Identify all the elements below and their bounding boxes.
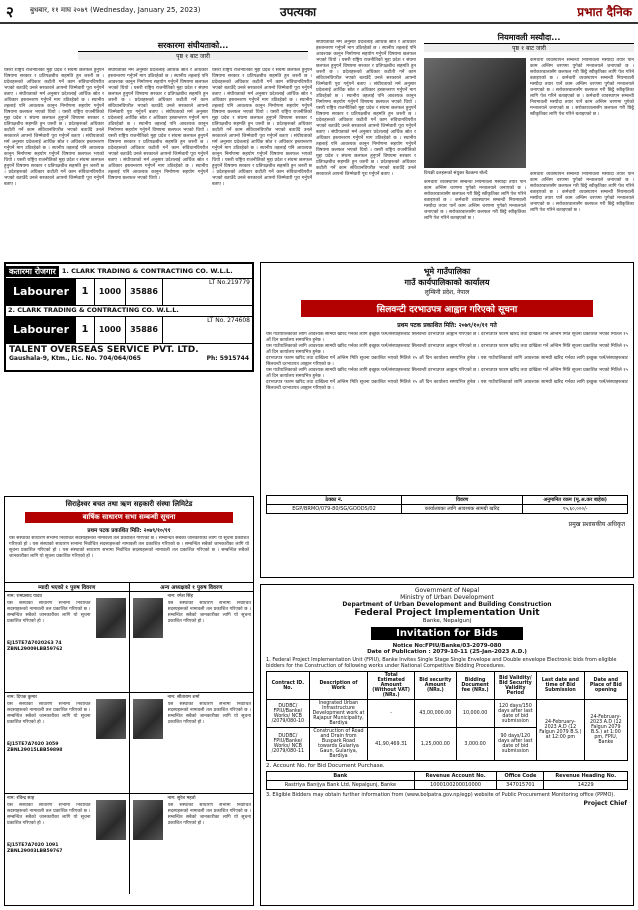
cell-security: 1,25,000.00 <box>415 728 457 761</box>
eligibility-note: 3. Eligible Bidders may obtain further information from (www.bolpatra.gov.np/egp) website of Public Procurement Monitoring office (PPMO). <box>266 792 615 798</box>
cell-bank: Rastriya Banijya Bank Ltd, Nepalgunj, Banke <box>267 781 415 790</box>
company-1: 1. CLARK TRADING & CONTRACTING CO. W.L.L. <box>61 267 233 275</box>
left-column-head: म्यादी भएको १ पुरुष विवरण <box>5 583 130 591</box>
newspaper-logo: प्रभात दैनिक <box>577 5 632 19</box>
quotation-notice <box>260 262 634 578</box>
ministry-name: Ministry of Urban Development <box>400 594 494 601</box>
person-name: नाम: रविन्द्र साह <box>7 796 35 801</box>
ad-title: कतारमा रोजगार <box>6 266 59 277</box>
person-name: नाम: दिपक कुमार <box>7 695 38 700</box>
cell-description: Construction of Road and Drain from Buspark Road towards Gulariya Gaun, Gulariya, Bardiya <box>309 728 367 761</box>
article-text-5: कर्मचारी व्यवस्थापन सम्बन्धी नियमावली मस्यौदा तयार पार्ने काम अन्तिम चरणमा पुगेको मन्त्रालयले जनाएको छ । सरोकारवालासँग छलफल गरी छिट्टै स्वीकृतिका लागि पेश गरिने बताइएको छ । कर्मचारी व्यवस्थापन सम्बन्धी नियमावली मस्यौदा तयार पार्ने काम अन्तिम चरणमा पुगेको मन्त्रालयले जनाएको छ । सरोकारवालासँग छलफल गरी छिट्टै स्वीकृतिका लागि पेश गरिने बताइएको छ । कर्मचारी व्यवस्थापन सम्बन्धी नियमावली मस्यौदा तयार पार्ने काम अन्तिम चरणमा पुगेको मन्त्रालयले जनाएको छ । सरोकारवालासँग छलफल गरी छिट्टै स्वीकृतिका लागि पेश गरिने बताइएको छ । <box>530 58 634 117</box>
job-1-npr: 35886 <box>126 279 163 305</box>
col-header: Last date and time of Bid Submission <box>537 672 585 700</box>
col-header: Bid Validity/ Bid Security Validity Period <box>494 672 536 700</box>
coop-name: सिराहेश्वर बचत तथा ऋण सहकारी संस्था लिमिटेड <box>65 500 193 508</box>
news-photo <box>424 58 526 168</box>
cell-fee: 10,000.00 <box>456 700 494 728</box>
article-header-2 <box>424 32 634 52</box>
person-name: नाम: रामप्रसाद यादव <box>7 594 42 599</box>
lt-number-1: LT No.219779 <box>209 279 250 286</box>
org-name: भूमे गाउँपालिका <box>423 267 471 276</box>
article-text-1: यसरी राष्ट्रिय राजनीतिको मुद्दा प्रदेश र संघमा छलफल हुनुपर्ने विषयमा सरकार र प्रतिपक्षबीच सहमति हुन जरुरी छ । प्रदेशहरूको अधिकार कटौती गर्ने काम संविधानविपरीत भएको बताउँदै उनले सरकारले आफ्नो जिम्मेवारी पूरा गर्नुपर्ने बताए । संघीयताको मर्म अनुसार प्रदेशलाई आर्थिक स्रोत र अधिकार हस्तान्तरण गर्नुपर्ने माग उठिरहेको छ । स्थानीय तहलाई पनि आवश्यक कानुन निर्माणमा सहयोग गर्नुपर्ने विषयमा छलफल भएको थियो । यसरी राष्ट्रिय राजनीतिको मुद्दा प्रदेश र संघमा छलफल हुनुपर्ने विषयमा सरकार र प्रतिपक्षबीच सहमति हुन जरुरी छ । प्रदेशहरूको अधिकार कटौती गर्ने काम संविधानविपरीत भएको बताउँदै उनले सरकारले आफ्नो जिम्मेवारी पूरा गर्नुपर्ने बताए । संघीयताको मर्म अनुसार प्रदेशलाई आर्थिक स्रोत र अधिकार हस्तान्तरण गर्नुपर्ने माग उठिरहेको छ । स्थानीय तहलाई पनि आवश्यक कानुन निर्माणमा सहयोग गर्नुपर्ने विषयमा छलफल भएको थियो । यसरी राष्ट्रिय राजनीतिको मुद्दा प्रदेश र संघमा छलफल हुनुपर्ने विषयमा सरकार र प्रतिपक्षबीच सहमति हुन जरुरी छ । प्रदेशहरूको अधिकार कटौती गर्ने काम संविधानविपरीत भएको बताउँदै उनले सरकारले आफ्नो जिम्मेवारी पूरा गर्नुपर्ने बताए । <box>4 68 104 187</box>
article-text-7: कर्मचारी व्यवस्थापन सम्बन्धी नियमावली मस्यौदा तयार पार्ने काम अन्तिम चरणमा पुगेको मन्त्रालयले जनाएको छ । सरोकारवालासँग छलफल गरी छिट्टै स्वीकृतिका लागि पेश गरिने बताइएको छ । कर्मचारी व्यवस्थापन सम्बन्धी नियमावली मस्यौदा तयार पार्ने काम अन्तिम चरणमा पुगेको मन्त्रालयले जनाएको छ । सरोकारवालासँग छलफल गरी छिट्टै स्वीकृतिका लागि पेश गरिने बताइएको छ । <box>530 172 634 213</box>
photo-caption: विपक्षी दलहरूको संयुक्त बैठकमा बोल्दै <box>424 171 488 176</box>
col-header: Bank <box>267 772 415 781</box>
job-2-qty: 1 <box>76 317 95 343</box>
job-1-salary: 1000 <box>95 279 126 305</box>
col-header: Revenue Heading No. <box>544 772 628 781</box>
section-title: उपत्यका <box>280 5 317 19</box>
right-persons <box>130 592 254 894</box>
bids-table <box>266 671 628 761</box>
cell-heading-no: 14229 <box>544 781 628 790</box>
person-photo <box>96 699 126 739</box>
department-name: Department of Urban Development and Building Construction <box>342 601 552 608</box>
coop-notice-title: बार्षिक साधारण सभा सम्बन्धी सूचना <box>25 512 233 523</box>
person-photo <box>96 598 126 638</box>
person-photo <box>133 699 163 739</box>
quotation-table <box>266 495 628 514</box>
cell-amount: 41,90,469.31 <box>368 728 415 761</box>
unit-location: Banke, Nepalgunj <box>422 618 472 624</box>
article-text-2: संघीयताको मर्म अनुसार प्रदेशलाई आर्थिक स्रोत र अधिकार हस्तान्तरण गर्नुपर्ने माग उठिरहेको छ । स्थानीय तहलाई पनि आवश्यक कानुन निर्माणमा सहयोग गर्नुपर्ने विषयमा छलफल भएको थियो । यसरी राष्ट्रिय राजनीतिको मुद्दा प्रदेश र संघमा छलफल हुनुपर्ने विषयमा सरकार र प्रतिपक्षबीच सहमति हुन जरुरी छ । प्रदेशहरूको अधिकार कटौती गर्ने काम संविधानविपरीत भएको बताउँदै उनले सरकारले आफ्नो जिम्मेवारी पूरा गर्नुपर्ने बताए । संघीयताको मर्म अनुसार प्रदेशलाई आर्थिक स्रोत र अधिकार हस्तान्तरण गर्नुपर्ने माग उठिरहेको छ । स्थानीय तहलाई पनि आवश्यक कानुन निर्माणमा सहयोग गर्नुपर्ने विषयमा छलफल भएको थियो । यसरी राष्ट्रिय राजनीतिको मुद्दा प्रदेश र संघमा छलफल हुनुपर्ने विषयमा सरकार र प्रतिपक्षबीच सहमति हुन जरुरी छ । प्रदेशहरूको अधिकार कटौती गर्ने काम संविधानविपरीत भएको बताउँदै उनले सरकारले आफ्नो जिम्मेवारी पूरा गर्नुपर्ने बताए । संघीयताको मर्म अनुसार प्रदेशलाई आर्थिक स्रोत र अधिकार हस्तान्तरण गर्नुपर्ने माग उठिरहेको छ । स्थानीय तहलाई पनि आवश्यक कानुन निर्माणमा सहयोग गर्नुपर्ने विषयमा छलफल भएको थियो । <box>108 68 208 181</box>
cell-amount: १५,६०,०००/- <box>523 505 628 514</box>
person-card: नाम: रमेश सिंह यस संस्थाको साधारण सभामा निर्वाचित सदस्यहरूको नामावली तल प्रकाशित गरिएको छ । सम्बन्धित सबैको जानकारीका लागि यो सूचना प्रकाशित गरिएको हो । <box>130 592 254 693</box>
person-id-2: ZBNL29003LBB59767 <box>7 849 63 854</box>
col-header: Date and Place of Bid opening <box>584 672 627 700</box>
col-header: Office Code <box>497 772 544 781</box>
notice-body: यस गाउँपालिकाको लागि आवश्यक सामग्री खरिद गर्नका लागि इच्छुक फर्म/संस्थाहरूबाट सिलवन्टी दरभाउपत्र आह्वान गरिएको छ । दरभाउपत्र फारम खरिद तथा दाखिला गर्ने अन्तिम मिति सूचना प्रकाशित भएको मितिले १५ औं दिन कार्यालय समयभित्र हुनेछ । यस गाउँपालिकाको लागि आवश्यक सामग्री खरिद गर्नका लागि इच्छुक फर्म/संस्थाहरूबाट सिलवन्टी दरभाउपत्र आह्वान गरिएको छ । दरभाउपत्र फारम खरिद तथा दाखिला गर्ने अन्तिम मिति सूचना प्रकाशित भएको मितिले १५ औं दिन कार्यालय समयभित्र हुनेछ । दरभाउपत्र फारम खरिद तथा दाखिला गर्ने अन्तिम मिति सूचना प्रकाशित भएको मितिले १५ औं दिन कार्यालय समयभित्र हुनेछ । यस गाउँपालिकाको लागि आवश्यक सामग्री खरिद गर्नका लागि इच्छुक फर्म/संस्थाहरूबाट सिलवन्टी दरभाउपत्र आह्वान गरिएको छ । यस गाउँपालिकाको लागि आवश्यक सामग्री खरिद गर्नका लागि इच्छुक फर्म/संस्थाहरूबाट सिलवन्टी दरभाउपत्र आह्वान गरिएको छ । दरभाउपत्र फारम खरिद तथा दाखिला गर्ने अन्तिम मिति सूचना प्रकाशित भएको मितिले १५ औं दिन कार्यालय समयभित्र हुनेछ । दरभाउपत्र फारम खरिद तथा दाखिला गर्ने अन्तिम मिति सूचना प्रकाशित भएको मितिले १५ औं दिन कार्यालय समयभित्र हुनेछ । यस गाउँपालिकाको लागि आवश्यक सामग्री खरिद गर्नका लागि इच्छुक फर्म/संस्थाहरूबाट सिलवन्टी दरभाउपत्र आह्वान गरिएको छ । <box>266 332 628 391</box>
coop-body: यस संस्थाको साधारण सभामा निर्वाचित सदस्यहरूको नामावली तल प्रकाशित गरिएको छ । सम्बन्धित सबैको जानकारीका लागि यो सूचना प्रकाशित गरिएको हो । यस संस्थाको साधारण सभामा निर्वाचित सदस्यहरूको नामावली तल प्रकाशित गरिएको छ । सम्बन्धित सबैको जानकारीका लागि यो सूचना प्रकाशित गरिएको हो । यस संस्थाको साधारण सभामा निर्वाचित सदस्यहरूको नामावली तल प्रकाशित गरिएको छ । सम्बन्धित सबैको जानकारीका लागि यो सूचना प्रकाशित गरिएको हो । <box>9 536 249 559</box>
article-header-1 <box>78 40 308 60</box>
left-persons <box>5 592 130 894</box>
bid-intro: 1. Federal Project Implementation Unit (FPIU), Banke Invites Single Stage Single Envelope and Double envelope Electronic bids from eligible bidders for the Construction of following works under National Competitive Bidding Procedures. <box>266 657 617 669</box>
notice-title: सिलवन्टी दरभाउपत्र आह्वान गरिएको सूचना <box>301 300 593 317</box>
signature: प्रमुख प्रशासकीय अधिकृत <box>568 521 625 528</box>
article-text-4: संघीयताको मर्म अनुसार प्रदेशलाई आर्थिक स्रोत र अधिकार हस्तान्तरण गर्नुपर्ने माग उठिरहेको छ । स्थानीय तहलाई पनि आवश्यक कानुन निर्माणमा सहयोग गर्नुपर्ने विषयमा छलफल भएको थियो । यसरी राष्ट्रिय राजनीतिको मुद्दा प्रदेश र संघमा छलफल हुनुपर्ने विषयमा सरकार र प्रतिपक्षबीच सहमति हुन जरुरी छ । प्रदेशहरूको अधिकार कटौती गर्ने काम संविधानविपरीत भएको बताउँदै उनले सरकारले आफ्नो जिम्मेवारी पूरा गर्नुपर्ने बताए । संघीयताको मर्म अनुसार प्रदेशलाई आर्थिक स्रोत र अधिकार हस्तान्तरण गर्नुपर्ने माग उठिरहेको छ । स्थानीय तहलाई पनि आवश्यक कानुन निर्माणमा सहयोग गर्नुपर्ने विषयमा छलफल भएको थियो । यसरी राष्ट्रिय राजनीतिको मुद्दा प्रदेश र संघमा छलफल हुनुपर्ने विषयमा सरकार र प्रतिपक्षबीच सहमति हुन जरुरी छ । प्रदेशहरूको अधिकार कटौती गर्ने काम संविधानविपरीत भएको बताउँदै उनले सरकारले आफ्नो जिम्मेवारी पूरा गर्नुपर्ने बताए । संघीयताको मर्म अनुसार प्रदेशलाई आर्थिक स्रोत र अधिकार हस्तान्तरण गर्नुपर्ने माग उठिरहेको छ । स्थानीय तहलाई पनि आवश्यक कानुन निर्माणमा सहयोग गर्नुपर्ने विषयमा छलफल भएको थियो । यसरी राष्ट्रिय राजनीतिको मुद्दा प्रदेश र संघमा छलफल हुनुपर्ने विषयमा सरकार र प्रतिपक्षबीच सहमति हुन जरुरी छ । प्रदेशहरूको अधिकार कटौती गर्ने काम संविधानविपरीत भएको बताउँदै उनले सरकारले आफ्नो जिम्मेवारी पूरा गर्नुपर्ने बताए । <box>316 40 416 177</box>
headline-1: सरकारमा संघीयताको... <box>78 40 308 52</box>
person-id: EJ15TE7A7020 1091 <box>7 842 59 848</box>
bids-banner: Invitation for Bids <box>371 627 523 640</box>
cell-description: Inegrated Urban Infrastructure Development work at Rajapur Municipality, Bardiya <box>309 700 367 728</box>
lt-number-2: LT No. 274608 <box>207 317 250 324</box>
col-header: Description of Work <box>309 672 367 700</box>
col-header: Bid security Amount (NRs.) <box>415 672 457 700</box>
person-name: नाम: रमेश सिंह <box>167 594 193 599</box>
table-row <box>267 700 628 728</box>
cell-validity: 120 days/150 days after last date of bid submission <box>494 700 536 728</box>
org-office: गाउँ कार्यपालिकाको कार्यालय <box>404 278 490 287</box>
person-card: नाम: सीताराम शर्मा यस संस्थाको साधारण सभामा निर्वाचित सदस्यहरूको नामावली तल प्रकाशित गरिएको छ । सम्बन्धित सबैको जानकारीका लागि यो सूचना प्रकाशित गरिएको हो । <box>130 693 254 794</box>
cell-contract-id: DUDBC/ FPIU/Banke/ Works/ NCB /2079/080-10 <box>267 700 310 728</box>
notice-date: प्रथम पटक प्रकाशित मिति: २०७९/१०/११ गते <box>397 322 497 329</box>
cell-description: कार्यालयका लागि आवश्यक सामग्री खरिद <box>402 505 523 514</box>
signature: Project Chief <box>583 800 627 807</box>
cell-validity: 90 days/120 days after last date of bid submission <box>494 728 536 761</box>
cell-account: 1000100200010000 <box>414 781 497 790</box>
account-heading: 2. Account No. for Bid Document Purchase. <box>266 763 385 769</box>
continued-label-2: पृष्ठ १ बाट जारी <box>424 44 634 52</box>
person-id: EJ15TE7A7020 3059 <box>7 741 59 747</box>
person-photo <box>133 598 163 638</box>
page-number: २ <box>6 3 14 21</box>
person-photo <box>96 800 126 840</box>
publication-date: Date of Publication : 2079-10-11 (25-Jan-2023 A.D.) <box>367 649 527 655</box>
cell-security: 43,00,000.00 <box>415 700 457 728</box>
agency-name: TALENT OVERSEAS SERVICE PVT. LTD. <box>9 345 199 355</box>
person-card: नाम: रामप्रसाद यादव यस संस्थाको साधारण सभामा निर्वाचित सदस्यहरूको नामावली तल प्रकाशित गरिएको छ । सम्बन्धित सबैको जानकारीका लागि यो सूचना प्रकाशित गरिएको हो । EJ15TE7A7020263 74 ZBNL29009LBB59762 <box>5 592 129 693</box>
article-text-6: कर्मचारी व्यवस्थापन सम्बन्धी नियमावली मस्यौदा तयार पार्ने काम अन्तिम चरणमा पुगेको मन्त्रालयले जनाएको छ । सरोकारवालासँग छलफल गरी छिट्टै स्वीकृतिका लागि पेश गरिने बताइएको छ । कर्मचारी व्यवस्थापन सम्बन्धी नियमावली मस्यौदा तयार पार्ने काम अन्तिम चरणमा पुगेको मन्त्रालयले जनाएको छ । सरोकारवालासँग छलफल गरी छिट्टै स्वीकृतिका लागि पेश गरिने बताइएको छ । <box>424 180 526 221</box>
job-2-label: Labourer <box>6 317 76 343</box>
col-header: Total Estimated Amount (Without VAT) (NRs.) <box>368 672 415 700</box>
agency-phone: Ph: 5915744 <box>206 355 249 362</box>
cell-office-code: 347015701 <box>497 781 544 790</box>
right-column-head: अन्य अध्यक्षको १ पुरुष विवरण <box>160 585 223 591</box>
table-row <box>267 781 628 790</box>
org-province: लुम्बिनी प्रदेश, नेपाल <box>424 289 470 296</box>
person-id-2: ZBNL29009LBB59762 <box>7 647 63 652</box>
person-id-2: ZBNL29015LBB59898 <box>7 748 63 753</box>
person-card: नाम: रविन्द्र साह यस संस्थाको साधारण सभामा निर्वाचित सदस्यहरूको नामावली तल प्रकाशित गरिएको छ । सम्बन्धित सबैको जानकारीका लागि यो सूचना प्रकाशित गरिएको हो । EJ15TE7A7020 1091 ZBNL29003LBB59767 <box>5 794 129 894</box>
person-name: नाम: सुरेश महतो <box>167 796 196 801</box>
cell-contract-no: EGP/BRMO/079-80/SG/GOODS/02 <box>267 505 402 514</box>
col-header: Contract ID. No. <box>267 672 310 700</box>
coop-subtitle: प्रथम पटक प्रकाशित मिति: २०७९/१०/११ <box>87 528 171 534</box>
col-header: Revenue Account No. <box>414 772 497 781</box>
unit-name: Federal Project Implementation Unit <box>354 608 540 618</box>
person-card: नाम: दिपक कुमार यस संस्थाको साधारण सभामा निर्वाचित सदस्यहरूको नामावली तल प्रकाशित गरिएको छ । सम्बन्धित सबैको जानकारीका लागि यो सूचना प्रकाशित गरिएको हो । EJ15TE7A7020 3059 ZBNL29015LBB59898 <box>5 693 129 794</box>
cell-fee: 3,000.00 <box>456 728 494 761</box>
agency-address: Gaushala-9, Ktm., Lic. No. 704/064/065 <box>9 355 141 362</box>
cell-opening: 24-February-2023 A.D (12 Falgun 2079 B.S.) at 1:00 pm, FPIU, Banke <box>584 700 627 761</box>
job-2-npr: 35886 <box>126 317 163 343</box>
article-text-3: यसरी राष्ट्रिय राजनीतिको मुद्दा प्रदेश र संघमा छलफल हुनुपर्ने विषयमा सरकार र प्रतिपक्षबीच सहमति हुन जरुरी छ । प्रदेशहरूको अधिकार कटौती गर्ने काम संविधानविपरीत भएको बताउँदै उनले सरकारले आफ्नो जिम्मेवारी पूरा गर्नुपर्ने बताए । संघीयताको मर्म अनुसार प्रदेशलाई आर्थिक स्रोत र अधिकार हस्तान्तरण गर्नुपर्ने माग उठिरहेको छ । स्थानीय तहलाई पनि आवश्यक कानुन निर्माणमा सहयोग गर्नुपर्ने विषयमा छलफल भएको थियो । यसरी राष्ट्रिय राजनीतिको मुद्दा प्रदेश र संघमा छलफल हुनुपर्ने विषयमा सरकार र प्रतिपक्षबीच सहमति हुन जरुरी छ । प्रदेशहरूको अधिकार कटौती गर्ने काम संविधानविपरीत भएको बताउँदै उनले सरकारले आफ्नो जिम्मेवारी पूरा गर्नुपर्ने बताए । संघीयताको मर्म अनुसार प्रदेशलाई आर्थिक स्रोत र अधिकार हस्तान्तरण गर्नुपर्ने माग उठिरहेको छ । स्थानीय तहलाई पनि आवश्यक कानुन निर्माणमा सहयोग गर्नुपर्ने विषयमा छलफल भएको थियो । यसरी राष्ट्रिय राजनीतिको मुद्दा प्रदेश र संघमा छलफल हुनुपर्ने विषयमा सरकार र प्रतिपक्षबीच सहमति हुन जरुरी छ । प्रदेशहरूको अधिकार कटौती गर्ने काम संविधानविपरीत भएको बताउँदै उनले सरकारले आफ्नो जिम्मेवारी पूरा गर्नुपर्ने बताए । <box>212 68 312 187</box>
col-header: Bidding Document fee (NRs.) <box>456 672 494 700</box>
col-header-3: अनुमानित रकम (मू.अ.कर बाहेक) <box>523 496 628 505</box>
cell-last-date: 24-February-2023 A.D (12 Falgun 2079 B.S.) at 12:00 pm <box>537 700 585 761</box>
bank-table <box>266 771 628 790</box>
cell-amount: - <box>368 700 415 728</box>
person-photo <box>133 800 163 840</box>
job-1-qty: 1 <box>76 279 95 305</box>
notice-number: Notice No:FPIU/Banke/03-2079-080 <box>392 643 502 649</box>
issue-date: बुधबार, ११ माघ २०७९ (Wednesday, January 25, 2023) <box>30 6 201 14</box>
headline-2: नियमावली मस्यौदा... <box>424 32 634 44</box>
person-name: नाम: सीताराम शर्मा <box>167 695 200 700</box>
company-2: 2. CLARK TRADING & CONTRACTING CO. W.L.L. <box>6 306 252 317</box>
person-id: EJ15TE7A7020263 74 <box>7 640 62 646</box>
job-1-label: Labourer <box>6 279 76 305</box>
col-header-1: ठेक्का नं. <box>267 496 402 505</box>
gov-name: Government of Nepal <box>414 587 480 594</box>
job-advertisement <box>4 262 254 372</box>
invitation-for-bids <box>260 584 634 906</box>
col-header-2: विवरण <box>402 496 523 505</box>
job-2-salary: 1000 <box>95 317 126 343</box>
person-card: नाम: सुरेश महतो यस संस्थाको साधारण सभामा निर्वाचित सदस्यहरूको नामावली तल प्रकाशित गरिएको छ । सम्बन्धित सबैको जानकारीका लागि यो सूचना प्रकाशित गरिएको हो । <box>130 794 254 894</box>
masthead <box>0 0 638 24</box>
cell-contract-id: DUDBC/ FPIU/Banke/ Works/ NCB /2079/080-11 <box>267 728 310 761</box>
continued-label-1: पृष्ठ १ बाट जारी <box>78 52 308 60</box>
cooperative-notice <box>4 496 254 906</box>
